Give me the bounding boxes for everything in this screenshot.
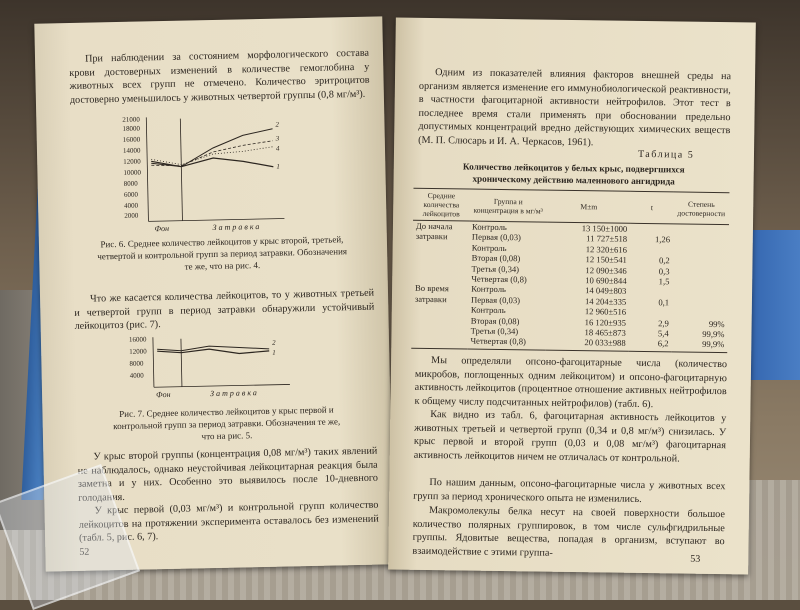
- figure-7-chart: [129, 330, 330, 404]
- table-header: Средние количества лейкоцитов: [413, 188, 470, 221]
- table-cell-group: Первая (0,03): [471, 232, 521, 243]
- table-cell-p: 99,9%: [671, 339, 727, 353]
- fig7-xlabel-background: Фон: [156, 389, 171, 400]
- table-cell-value: 14 204±335: [584, 296, 627, 307]
- fig6-xlabel-background: Фон: [154, 223, 170, 234]
- left-paragraph-2: Что же касается количества лейкоцитов, то у животных третьей и четвертой групп в период затравки обнаружили устойчивый лейкоцитоз (рис. 7).: [74, 287, 375, 332]
- leukocyte-table: [411, 188, 729, 353]
- table-cell-p: [673, 235, 729, 246]
- table-cell-p: [673, 245, 729, 256]
- figure-6-caption: Рис. 6. Среднее количество лейкоцитов у крыс второй, третьей, четвертой и контрольной групп за период затравки. Обозначения те же, что на рис. 4.: [97, 234, 348, 272]
- right-paragraph-5: Макромолекулы белка несут на своей поверхности большое количество полярных группировок, в том числе сульфгидрильные группы. Ядовитые вещества, попадая в организм, вступают во взаимодействие с этими группа-: [412, 505, 726, 559]
- open-book: [40, 20, 760, 580]
- table-cell-p: [673, 256, 729, 267]
- table-5-caption: Количество лейкоцитов у белых крыс, подвергшихся хроническому действию малеинового ангидрида: [462, 161, 685, 187]
- right-page-number: 53: [690, 553, 701, 565]
- table-cell-t: [630, 245, 673, 256]
- table-cell-value: 18 465±873: [584, 327, 626, 338]
- table-cell-period: [411, 335, 467, 349]
- table-cell-value: 10 690±844: [585, 275, 627, 286]
- table-cell-t: [629, 307, 672, 318]
- fig6-ytick: 16000: [122, 135, 141, 144]
- fig6-divider: [180, 119, 182, 221]
- table-cell-group: Четвертая (0,8): [471, 273, 527, 285]
- table-cell-group: Контроль: [471, 284, 507, 295]
- table-header: Степень достоверности: [673, 192, 729, 225]
- fig6-series-4: [151, 147, 273, 166]
- table-cell-p: 99%: [708, 318, 725, 329]
- table-cell-value: 14 049±803: [585, 285, 627, 297]
- fig6-ytick: 14000: [122, 146, 141, 155]
- fig6-ytick: 21000: [122, 115, 140, 124]
- table-cell-period: [412, 262, 468, 273]
- table-cell-t: 1,26: [654, 234, 671, 245]
- figure-7: [129, 330, 330, 404]
- table-cell-value: 13 150±1000: [581, 223, 628, 234]
- right-paragraph-2: Мы определяли опсоно-фагоцитарные числа (количество микробов, поглощенных одним лейкоцитом) и опсоно-фагоцитарную активность лейкоцитов (процентное отношение активных нейтрофилов к общему числу подсчитанных нейтрофилов) (табл. 6).: [414, 355, 728, 410]
- table-cell-group: Вторая (0,08): [470, 315, 520, 326]
- table-cell-value: 16 120±935: [584, 316, 627, 328]
- right-paragraph-1: Одним из показателей влияния факторов внешней среды на организм является изменение его иммунобиологической реактивности, в частности фагоцитарной активности нейтрофилов. Этот тест в последнее время стали применять при обосновании предельно допустимых концентраций вредно действующих химических веществ (М. П. Слюсарь и И. А. Черкасов, 1961).: [418, 67, 732, 148]
- table-cell-t: 1,5: [658, 276, 670, 287]
- table-cell-t: 0,2: [658, 255, 670, 266]
- table-cell-p: [672, 276, 728, 287]
- fig7-series-1: [157, 348, 269, 355]
- table-cell-value: 12 090±346: [585, 264, 627, 276]
- fig6-ytick: 10000: [123, 168, 142, 177]
- table-5-title: Таблица 5: [637, 148, 695, 161]
- table-cell-period: затравки: [415, 231, 448, 242]
- fig7-ytick: 8000: [129, 359, 144, 368]
- table-cell-t: 6,2: [629, 338, 672, 352]
- table-cell-group: Контроль: [471, 242, 507, 253]
- table-cell-group: Контроль: [472, 221, 507, 233]
- table-cell-group: Третья (0,34): [471, 263, 520, 274]
- fig6-ytick: 18000: [122, 124, 141, 133]
- fig6-label-1: 1: [276, 162, 280, 171]
- right-page: [388, 18, 756, 575]
- table-cell-p: 99,9%: [702, 328, 725, 340]
- table-cell-value: 12 320±616: [585, 244, 628, 255]
- fig7-xlabel-exposure: Затравка: [209, 388, 259, 399]
- fig6-ytick: 12000: [123, 157, 141, 166]
- table-cell-group: Контроль: [470, 304, 506, 316]
- fig7-label-2: 2: [271, 338, 276, 347]
- table-cell-t: 5,4: [657, 328, 669, 339]
- fig7-label-1: 1: [272, 348, 276, 357]
- right-paragraph-4: По нашим данным, опсоно-фагоцитарные числа у животных всех групп за период хронического опыта не изменились.: [413, 477, 726, 505]
- table-cell-p: [672, 297, 728, 308]
- figure-6: [122, 110, 324, 234]
- table-cell-t: 0,3: [658, 265, 670, 276]
- fig7-divider: [181, 339, 182, 387]
- table-cell-t: [630, 223, 673, 235]
- table-cell-p: [672, 287, 728, 298]
- left-paragraph-4: У крыс первой (0,03 мг/м³) и контрольной групп количество лейкоцитов на протяжении эксперимента оставалось без изменений (табл. 5, рис. 6, 7).: [78, 499, 379, 544]
- table-cell-period: [412, 304, 468, 315]
- fig7-ytick: 4000: [129, 371, 144, 380]
- fig6-x-axis: [148, 219, 284, 222]
- table-cell-t: 0,1: [658, 297, 670, 308]
- fig6-series-2: [151, 129, 274, 168]
- table-cell-p: [672, 308, 728, 319]
- right-paragraph-3: Как видно из табл. 6, фагоцитарная активность лейкоцитов у животных третьей и четвертой групп (0,34 и 0,8 мг/м³) снизилась. У крыс первой и второй групп (0,03 и 0,08 мг/м³) фагоцитарная активность лейкоцитов ничем не отличалась от контрольной.: [413, 409, 727, 465]
- fig6-ytick: 4000: [124, 201, 139, 210]
- fig6-ytick: 6000: [123, 190, 138, 199]
- left-paragraph-3: У крыс второй группы (концентрация 0,08 мг/м³) таких явлений не наблюдалось, однако неустойчивая лейкоцитарная реакция была заметна и у них. Особенно это выявилось после 10-дневного голодания.: [77, 445, 379, 504]
- table-cell-period: [411, 325, 467, 336]
- figure-7-caption: Рис. 7. Среднее количество лейкоцитов у крыс первой и контрольной групп за период затравки. Обозначения те же, что на рис. 5.: [113, 404, 341, 442]
- table-cell-p: [673, 224, 729, 236]
- table-cell-period: [413, 242, 469, 253]
- table-cell-p: [673, 266, 729, 277]
- fig6-label-3: 3: [275, 134, 280, 143]
- table-cell-group: Третья (0,34): [470, 325, 519, 337]
- left-page-number: 52: [79, 546, 90, 558]
- table-header: t: [630, 191, 673, 224]
- table-cell-group: Четвертая (0,8): [467, 336, 545, 350]
- table-cell-value: 11 727±518: [586, 233, 628, 245]
- left-paragraph-1: При наблюдении за состоянием морфологического состава крови достоверных изменений в количестве гемоглобина у животных всех групп не отмечено. Количество эритроцитов достоверно уменьшилось у животных четвертой группы (0,8 мг/м³).: [69, 47, 370, 106]
- table-cell-period: затравки: [414, 293, 447, 305]
- table-cell-group: Первая (0,03): [471, 294, 521, 306]
- figure-6-chart: [122, 110, 324, 234]
- table-header: M±m: [547, 190, 631, 223]
- table-cell-t: 2,9: [658, 317, 669, 329]
- fig7-y-axis: [153, 337, 154, 387]
- table-cell-group: Вторая (0,08): [471, 252, 521, 264]
- table-cell-value: 12 150±541: [585, 254, 627, 265]
- table-cell-t: [629, 286, 672, 297]
- fig6-y-axis: [146, 117, 148, 221]
- fig7-ytick: 16000: [128, 335, 147, 344]
- table-cell-period: Во время: [415, 283, 449, 294]
- fig6-label-4: 4: [275, 144, 280, 153]
- table-header: Группа и концентрация в мг/м³: [469, 189, 547, 222]
- fig6-series-1: [151, 157, 273, 170]
- fig7-x-axis: [154, 384, 290, 387]
- table-header-row: [413, 188, 729, 224]
- table-cell-period: [412, 252, 468, 263]
- fig6-xlabel-exposure: Затравка: [212, 221, 262, 233]
- table-cell-value: 12 960±516: [584, 306, 627, 318]
- fig6-ytick: 8000: [123, 179, 138, 188]
- fig7-ytick: 12000: [129, 347, 147, 356]
- table-cell-period: До начала: [415, 220, 453, 232]
- fig6-ytick: 2000: [124, 211, 139, 220]
- table-cell-value: 20 033±988: [545, 337, 629, 351]
- fig6-label-2: 2: [275, 120, 280, 129]
- table-cell-period: [412, 314, 468, 325]
- table-cell-period: [412, 273, 468, 284]
